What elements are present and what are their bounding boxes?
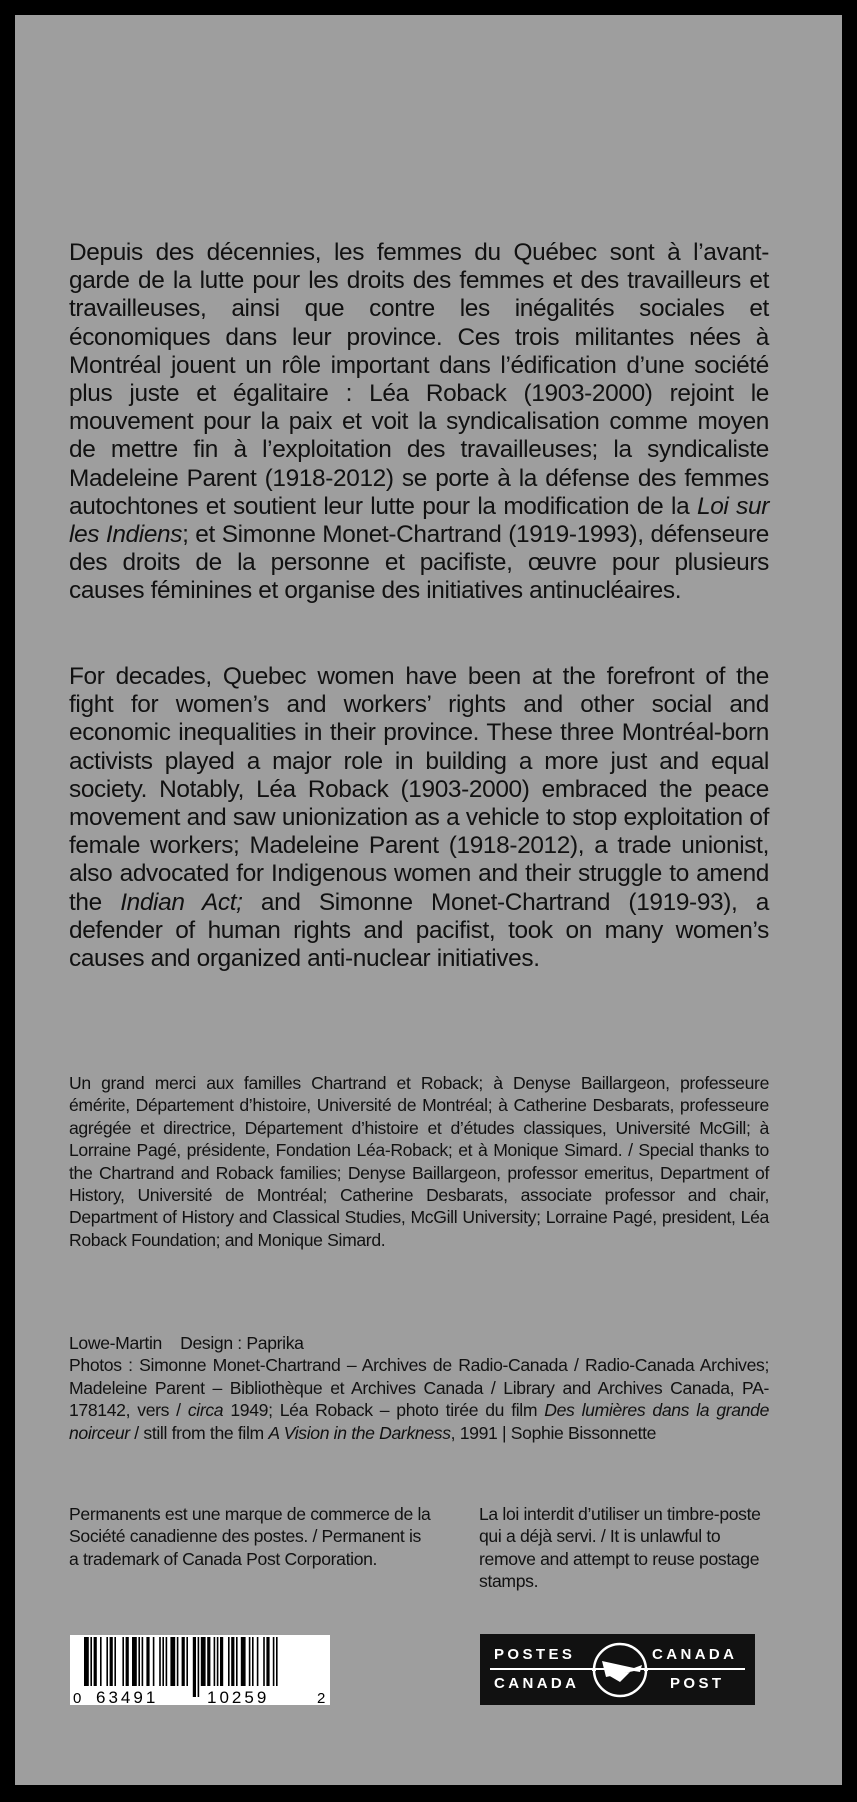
logo-word-canada-fr: CANADA [494, 1675, 580, 1692]
logo-divider [490, 1668, 745, 1670]
acknowledgements: Un grand merci aux familles Chartrand et Roback; à Denyse Baillargeon, professeure émérite, Département d’histoire, Université de Montréal; à Catherine Desbarats, professeure agrégée et directrice, Département d’histoire et d’études classiques, Université McGill; à Lorraine Pagé, présidente, Fondation Léa-Roback; et à Monique Simard. / Special thanks to the Chartrand and Roback families; Denyse Baillargeon, professor emeritus, Department of History, Université de Montréal; Catherine Desbarats, associate professor and chair, Department of History and Classical Studies, McGill University; Lorraine Pagé, president, Léa Roback Foundation; and Monique Simard. [69, 1073, 769, 1250]
logo-word-canada-en: CANADA [652, 1646, 738, 1663]
post-horn-emblem-icon [590, 1641, 650, 1699]
french-text-part2: ; et Simonne Monet-Chartrand (1919-1993), défenseure des droits de la personne et pacifiste, œuvre pour plusieurs causes féminines et organise des initiatives antinucléaires. [69, 521, 769, 605]
credits [69, 1332, 769, 1444]
photo-credits: Photos : Simonne Monet-Chartrand – Archives de Radio-Canada / Radio-Canada Archives; Madeleine Parent – Bibliothèque et Archives Canada / Library and Archives Canada, PA-178142, vers / [69, 1355, 769, 1421]
photo-credits-end: , 1991 | Sophie Bissonnette [450, 1422, 657, 1443]
barcode-bar [198, 1637, 200, 1697]
logo-word-postes: POSTES [494, 1646, 576, 1663]
english-act-title: Indian Act; [120, 888, 243, 916]
french-text-part1: Depuis des décennies, les femmes du Québec sont à l’avant-garde de la lutte pour les droits des femmes et des travailleurs et travailleuses, ainsi que contre les inégalités sociales et économiques dans leur province. Ces trois militantes nées à Montréal jouent un rôle important dans l’édification d’une société plus juste et égalitaire : Léa Roback (1903-2000) rejoint le mouvement pour la paix et voit la syndicalisation comme moyen de mettre fin à l’exploitation des travailleuses; la syndicaliste Madeleine Parent (1918-2012) se porte à la défense des femmes autochtones et soutient leur lutte pour la modification de la [69, 239, 769, 520]
film-title-en: A Vision in the Darkness [268, 1422, 451, 1443]
circa-text: circa [187, 1400, 224, 1421]
stamp-law-notice: La loi interdit d’utiliser un timbre-poste qui a déjà servi. / It is unlawful to remove and attempt to reuse postage stamps. [479, 1504, 761, 1592]
english-text-part1: For decades, Quebec women have been at the forefront of the fight for women’s and workers’ rights and other social and economic inequalities in their province. These three Montréal-born activists played a major role in building a more just and equal society. Notably, Léa Roback (1903-2000) embraced the peace movement and saw unionization as a vehicle to stop exploitation of female workers; Madeleine Parent (1918-2012), a trade unionist, also advocated for Indigenous women and their struggle to amend the [69, 663, 769, 916]
trademark-notice: Permanents est une marque de commerce de la Société canadienne des postes. / Permanent is a trademark of Canada Post Corporation. [69, 1504, 431, 1569]
canada-post-logo [480, 1634, 755, 1705]
barcode-left-digits: 63491 [96, 1688, 159, 1705]
printer-design-credit: Lowe-Martin Design : Paprika [69, 1333, 304, 1353]
french-act-title: Loi sur les Indiens [69, 492, 769, 549]
french-paragraph [69, 239, 769, 606]
upc-barcode [70, 1635, 330, 1705]
barcode-right-digits: 10259 [207, 1688, 270, 1705]
barcode-bar [193, 1637, 196, 1697]
english-text-part2: and Simonne Monet-Chartrand (1919-93), a defender of human rights and pacifist, took on many women’s causes and organized anti-nuclear initiatives. [69, 888, 769, 973]
barcode-lead-digit: 0 [73, 1690, 82, 1705]
photo-credits-cont2: / still from the film [129, 1422, 269, 1443]
barcode-graphic [70, 1635, 330, 1705]
photo-credits-cont: 1949; Léa Roback – photo tirée du film [223, 1400, 545, 1421]
logo-word-post: POST [670, 1675, 725, 1692]
english-paragraph [69, 663, 769, 973]
film-title-fr: Des lumières dans la grande noirceur [69, 1400, 770, 1443]
barcode-check-digit: 2 [317, 1690, 326, 1705]
